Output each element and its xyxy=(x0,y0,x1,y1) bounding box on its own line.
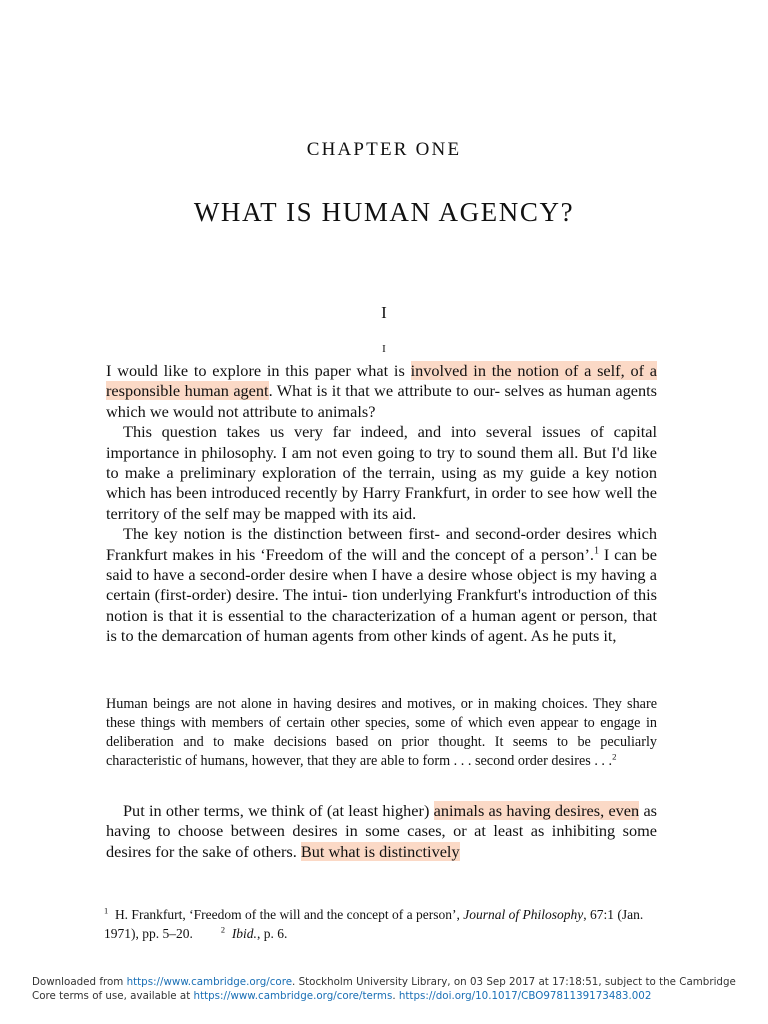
footnote-1-rest: , 67:1 (Jan. 1971), pp. 5–20. xyxy=(104,907,644,941)
download-notice-prefix: Downloaded from xyxy=(32,976,127,988)
terms-link[interactable]: https://www.cambridge.org/core/terms xyxy=(193,990,393,1002)
paragraph-3-end: I can be said to have a second-order desire when I have a desire whose object is my having a certain (first-order) desire. The intui- tion underlying Frankfurt's introduction of this notion is that it is essential to the characterization of a human agent or person, that is to the demarcation of human agents from other kinds of agent. As he puts it, xyxy=(106,544,657,646)
paragraph-4-middle: as having to choose between desires in some cases, or at least as inhibiting some desires for the sake of others. xyxy=(106,801,658,861)
part-numeral: I xyxy=(381,303,387,322)
quote-text: Human beings are not alone in having desires and motives, or in making choices. They share these things with members of certain other species, some of which even appear to engage in deliberation and to make decisions based on prior thought. It seems to be peculiarly characteristic of humans, however, that they are able to form . . . second order desires . . . xyxy=(106,696,657,769)
footnote-2-mark: 2 xyxy=(220,925,226,934)
highlighted-text[interactable]: involved in the notion of a self, of a responsible human agent xyxy=(106,361,658,401)
paragraph-1-start: I would like to explore in this paper what is xyxy=(106,361,411,380)
chapter-label: CHAPTER ONE xyxy=(306,139,462,160)
footnote-2-rest: , p. 6. xyxy=(256,925,288,941)
download-notice-middle: . Stockholm University Library, on 03 Sep 2017 at 17:18:51, subject to the Cambridge Core terms of use, available at xyxy=(32,976,736,1002)
download-notice xyxy=(32,975,752,1003)
footnotes xyxy=(104,906,664,943)
footnote-1-journal: Journal of Philosophy xyxy=(463,907,584,922)
paragraph-3-start: The key notion is the distinction between first- and second-order desires which Frankfurt makes in his ‘Freedom of the will and the concept of a person’. xyxy=(106,524,657,564)
highlighted-text[interactable]: animals as having desires, even xyxy=(433,801,640,820)
paragraph-3 xyxy=(106,524,657,646)
block-quote xyxy=(106,695,657,771)
highlighted-text[interactable]: But what is distinctively xyxy=(300,841,460,861)
footnote-2-ibid: Ibid. xyxy=(231,925,257,941)
download-notice-separator: . xyxy=(392,990,399,1002)
doi-link[interactable]: https://doi.org/10.1017/CBO9781139173483.002 xyxy=(398,990,652,1002)
cambridge-core-link[interactable]: https://www.cambridge.org/core xyxy=(126,976,293,988)
footnote-ref-2[interactable]: 2 xyxy=(612,750,617,761)
footnote-1-mark: 1 xyxy=(104,906,109,916)
paragraph-2: This question takes us very far indeed, and into several issues of capital importance in philosophy. I am not even going to try to sound them all. But I'd like to make a preliminary exploration of the terrain, using as my guide a key notion which has been introduced recently by Harry Frankfurt, in order to see how well the territory of the self may be mapped with its aid. xyxy=(106,422,657,523)
paragraph-4-start: Put in other terms, we think of (at least higher) xyxy=(123,801,434,820)
section-numeral: I xyxy=(382,343,386,355)
paragraph-1-end: . What is it that we attribute to our- selves as human agents which we would not attribute to animals? xyxy=(106,381,657,421)
chapter-title: WHAT IS HUMAN AGENCY? xyxy=(193,197,575,227)
footnote-1-text: H. Frankfurt, ‘Freedom of the will and the concept of a person’, xyxy=(114,907,464,922)
paragraph-1 xyxy=(106,361,657,422)
paragraph-4 xyxy=(106,801,657,862)
footnote-ref-1[interactable]: 1 xyxy=(593,545,599,557)
footnote-1 xyxy=(104,906,664,943)
body-text-block xyxy=(106,361,657,647)
body-text-block-2 xyxy=(106,801,657,862)
